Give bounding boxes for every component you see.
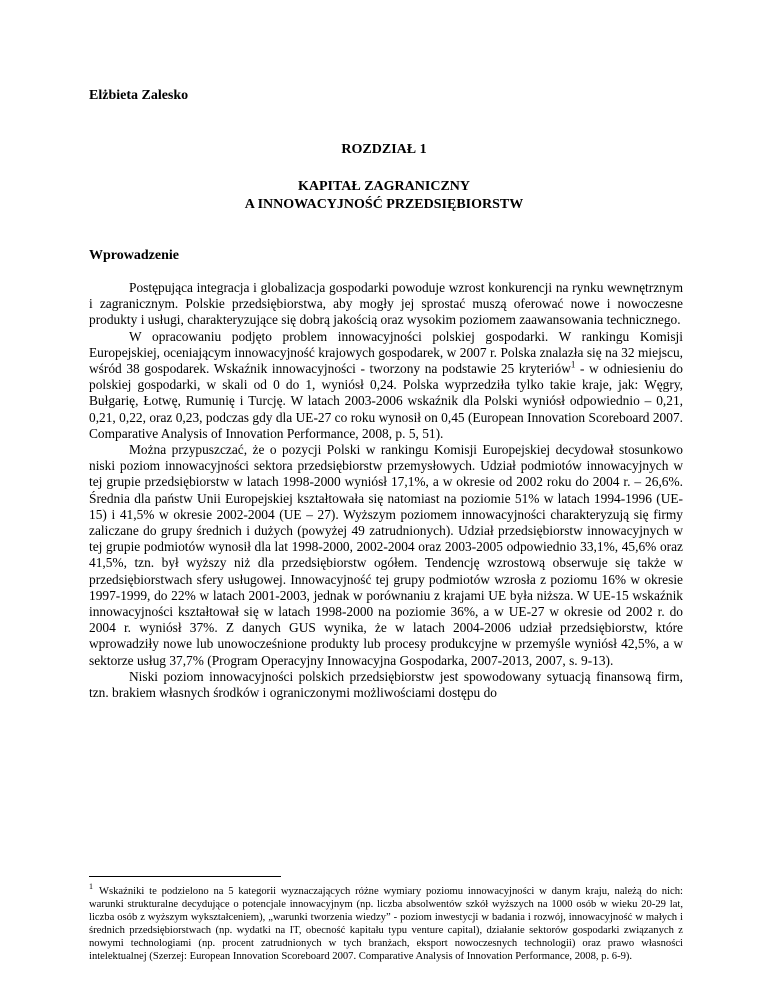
section-heading: Wprowadzenie <box>89 248 179 263</box>
chapter-title-line-1: KAPITAŁ ZAGRANICZNY <box>297 179 471 194</box>
footnote-text: Wskaźniki te podzielono na 5 kategorii wyznaczających różne wymiary poziomu innowacyjności w danym kraju, należą do nich: warunki strukturalne decydujące o potencjale innowacyjnym (np. liczba absolwentów szkół wyższych na 1000 osób w wieku 20-29 lat, liczba osób z wyższym wykształceniem), „warunki tworzenia wiedzy” - poziom inwestycji w badania i rozwój, innowacyjność w małych i średnich przedsiębiorstwach (np. wydatki na IT, obecność kapitału typu venture capital), działanie sektorów gospodarki związanych z nowymi technologiami (np. procent zatrudnionych w tych branżach, eksport nowoczesnych technologii) oraz prawo własności intelektualnej (Szerzej: European Innovation Scoreboard 2007. Comparative Analysis of Innovation Performance, 2008, p. 6-9). <box>89 886 683 962</box>
paragraph-2 <box>89 329 683 442</box>
footnote <box>89 882 683 963</box>
body-text <box>89 280 683 701</box>
paragraph-3: Można przypuszczać, że o pozycji Polski w rankingu Komisji Europejskiej decydował stosunkowo niski poziom innowacyjności sektora przedsiębiorstw przemysłowych. Udział podmiotów innowacyjnych w tej grupie przedsiębiorstw w latach 1998-2000 wyniósł 17,1%, a w okresie od 2002 roku do 2004 r. – 26,6%. Średnia dla państw Unii Europejskiej kształtowała się natomiast na poziomie 51% w latach 1994-1996 (UE-15) i 41,5% w okresie 2002-2004 (UE – 27). Wyższym poziomem innowacyjności charakteryzują się firmy zaliczane do grupy średnich i dużych (powyżej 49 zatrudnionych). Udział przedsiębiorstw innowacyjnych w tej grupie podmiotów wynosił dla lat 1998-2000, 2002-2004 oraz 2003-2005 odpowiednio 33,1%, 45,6% oraz 41,5%, tzn. był wyższy niż dla przedsiębiorstw ogółem. Tendencję wzrostową obserwuje się także w przedsiębiorstwach sfery usługowej. Innowacyjność tej grupy podmiotów wzrosła z poziomu 16% w okresie 1997-1999, do 22% w latach 2001-2003, jednak w porównaniu z krajami UE była niższa. W UE-15 wskaźnik innowacyjności kształtował się w latach 1998-2000 na poziomie 36%, a w UE-27 w okresie od 2002 r. do 2004 r. wyniósł 37%. Z danych GUS wynika, że w latach 2004-2006 udział przedsiębiorstw, które wprowadziły nowe lub unowocześnione produkty lub procesy produkcyjne w przemyśle wyniósł 42,5%, a w sektorze usług 37,7% (Program Operacyjny Innowacyjna Gospodarka, 2007-2013, 2007, s. 9-13). <box>89 442 683 668</box>
paragraph-4: Niski poziom innowacyjności polskich przedsiębiorstw jest spowodowany sytuacją finansową firm, tzn. brakiem własnych środków i ograniczonymi możliwościami dostępu do <box>89 668 683 701</box>
footnote-divider <box>89 876 281 877</box>
paragraph-2-part-b: - w odniesieniu do polskiej gospodarki, w skali od 0 do 1, wyniósł 0,24. Polska wyprzedziła tylko takie kraje, jak: Węgry, Bułgarię, Łotwę, Rumunię i Turcję. W latach 2003-2006 wskaźnik dla Polski wyniósł odpowiednio – 0,21, 0,21, 0,22, oraz 0,23, podczas gdy dla UE-27 co roku wynosił on 0,45 (European Innovation Scoreboard 2007. Comparative Analysis of Innovation Performance, 2008, p. 5, 51). <box>89 361 683 441</box>
footnote-mark: 1 <box>89 882 93 892</box>
chapter-heading: ROZDZIAŁ 1 <box>341 142 427 157</box>
author-name: Elżbieta Zalesko <box>89 88 189 103</box>
footnote-reference[interactable]: 1 <box>570 359 576 370</box>
chapter-title-line-2: A INNOWACYJNOŚĆ PRZEDSIĘBIORSTW <box>244 197 524 212</box>
paragraph-2-part-a: W opracowaniu podjęto problem innowacyjności polskiej gospodarki. W rankingu Komisji Europejskiej, oceniającym innowacyjność krajowych gospodarek, w 2007 r. Polska znalazła się na 32 miejscu, wśród 38 gospodarek. Wskaźnik innowacyjności - tworzony na podstawie 25 kryteriów <box>89 328 683 377</box>
chapter-title <box>0 178 768 214</box>
paragraph-1: Postępująca integracja i globalizacja gospodarki powoduje wzrost konkurencji na rynku wewnętrznym i zagranicznym. Polskie przedsiębiorstwa, aby mogły jej sprostać muszą oferować nowe i nowoczesne produkty i usługi, charakteryzujące się dobrą jakością oraz wysokim poziomem zaawansowania technicznego. <box>89 280 683 328</box>
